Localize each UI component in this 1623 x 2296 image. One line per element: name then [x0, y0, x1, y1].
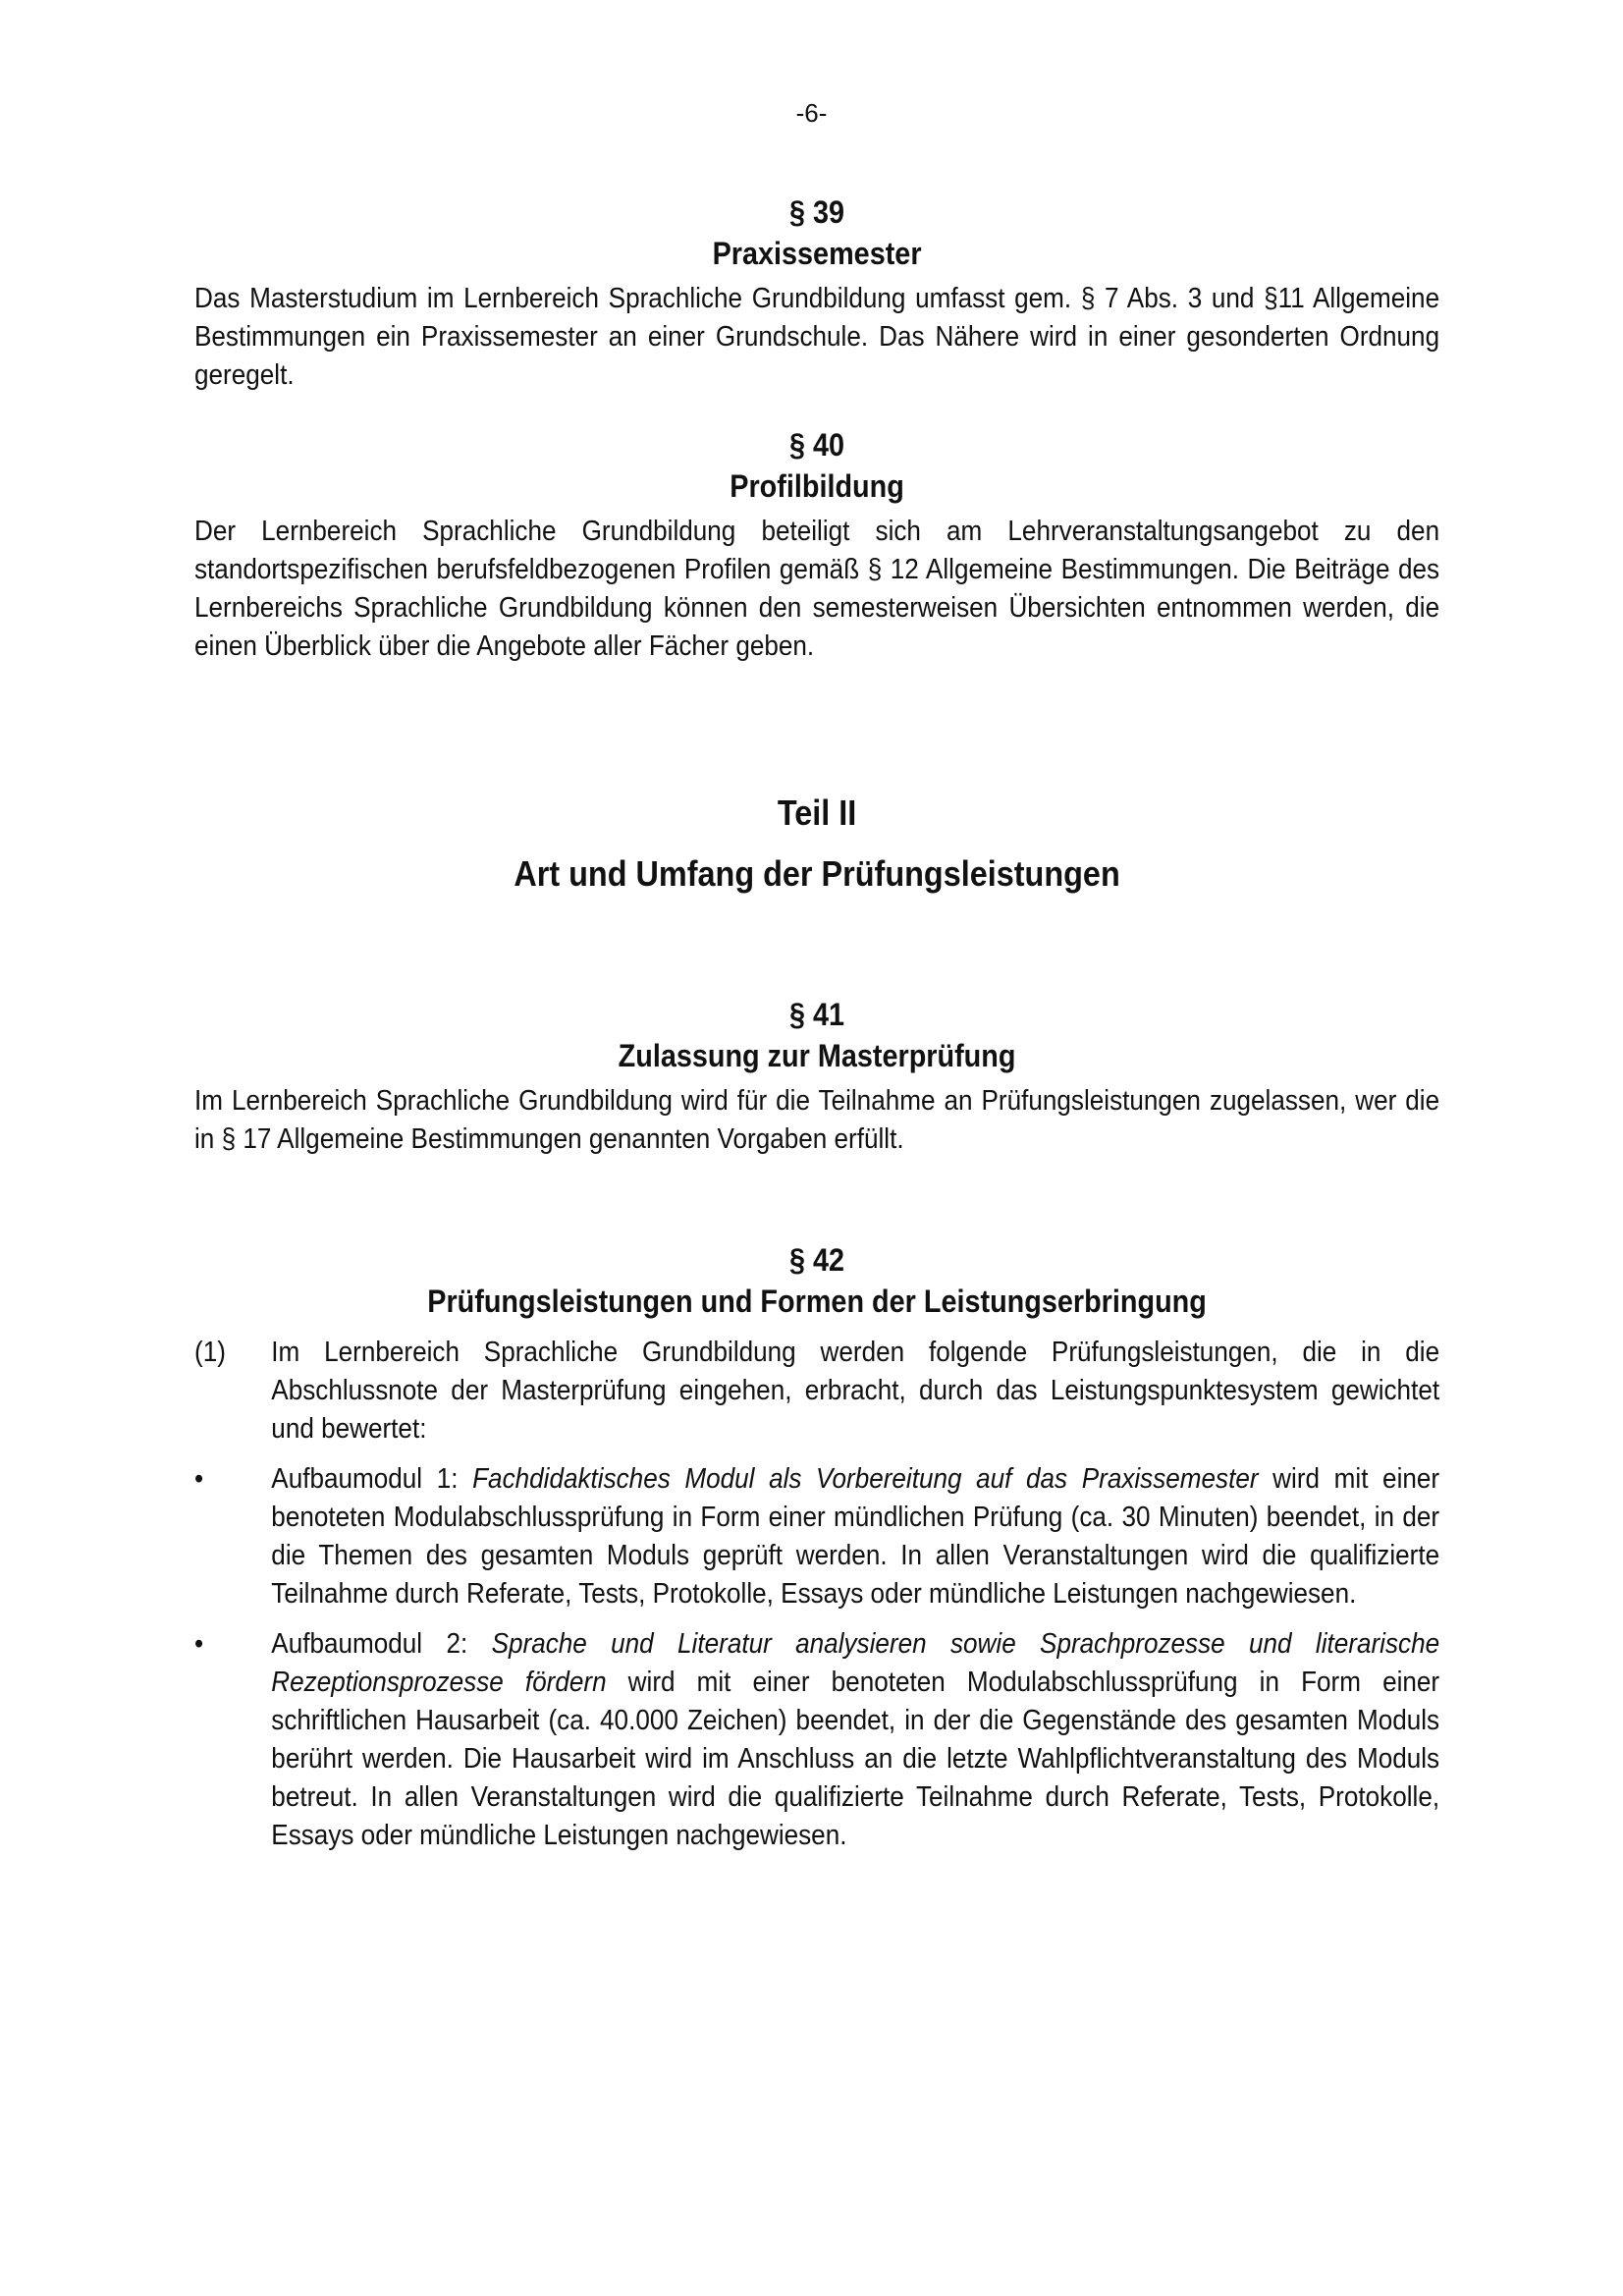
section-39-text: Das Masterstudium im Lernbereich Sprachliche Grundbildung umfasst gem. § 7 Abs. 3 und §11 Allgemeine Bestimmungen ein Praxissemester an einer Grundschule. Das Nähere wird in einer gesonderten Ordnung geregelt. — [194, 283, 1440, 391]
section-42 — [194, 1239, 1439, 1855]
document-body — [194, 191, 1439, 1855]
bullet-2-module-title: Sprache und Literatur analysieren sowie Sprachprozesse und literarische Rezeptionsprozesse fördern — [271, 1628, 1440, 1698]
bullet-1-prefix: Aufbaumodul 1: — [271, 1463, 473, 1495]
part-2-title: Art und Umfang der Prüfungsleistungen — [514, 853, 1120, 894]
section-41-text: Im Lernbereich Sprachliche Grundbildung wird für die Teilnahme an Prüfungsleistungen zugelassen, wer die in § 17 Allgemeine Bestimmungen genannten Vorgaben erfüllt. — [194, 1085, 1440, 1155]
section-42-title: Prüfungsleistungen und Formen der Leistungserbringung — [427, 1284, 1207, 1319]
section-42-bullet-2 — [194, 1625, 1439, 1855]
section-39 — [194, 191, 1439, 395]
section-42-bullet-1 — [194, 1460, 1439, 1613]
section-40-number: § 40 — [789, 427, 845, 463]
section-41-number: § 41 — [789, 997, 845, 1032]
bullet-2-prefix: Aufbaumodul 2: — [271, 1628, 492, 1660]
part-2-heading — [194, 792, 1439, 896]
section-40-title: Profilbildung — [730, 468, 904, 504]
item-1-text: Im Lernbereich Sprachliche Grundbildung werden folgende Prüfungsleistungen, die in die Abschlussnote der Masterprüfung eingehen, erbracht, durch das Leistungspunktesystem gewichtet und bewertet: — [271, 1337, 1440, 1445]
bullet-1-marker: • — [194, 1463, 204, 1495]
bullet-1-module-title: Fachdidaktisches Modul als Vorbereitung auf das Praxissemester — [472, 1463, 1259, 1495]
bullet-2-rest: wird mit einer benoteten Modulabschlussprüfung in Form einer schriftlichen Hausarbeit (ca. 40.000 Zeichen) beendet, in der die Gegenstände des gesamten Moduls berührt werden. Die Hausarbeit wird im Anschluss an die letzte Wahlpflichtveranstaltung des Moduls betreut. In allen Veranstaltungen wird die qualifizierte Teilnahme durch Referate, Tests, Protokolle, Essays oder mündliche Leistungen nachgewiesen. — [271, 1667, 1440, 1851]
item-1-marker: (1) — [194, 1337, 226, 1368]
bullet-2-marker: • — [194, 1628, 204, 1660]
bullet-2-text — [271, 1625, 1439, 1855]
section-39-number: § 39 — [789, 194, 845, 230]
section-39-title: Praxissemester — [712, 236, 922, 271]
part-2-label: Teil II — [777, 793, 857, 833]
section-40 — [194, 424, 1439, 666]
bullet-1-text — [271, 1460, 1439, 1613]
section-40-text: Der Lernbereich Sprachliche Grundbildung beteiligt sich am Lehrveranstaltungsangebot zu den standortspezifischen berufsfeldbezogenen Profilen gemäß § 12 Allgemeine Bestimmungen. Die Beiträge des Lernbereichs Sprachliche Grundbildung können den semesterweisen Übersichten entnommen werden, die einen Überblick über die Angebote aller Fächer geben. — [194, 516, 1440, 662]
section-41 — [194, 994, 1439, 1159]
section-42-number: § 42 — [789, 1242, 845, 1278]
section-41-title: Zulassung zur Masterprüfung — [618, 1038, 1016, 1073]
section-42-item-1 — [194, 1334, 1439, 1449]
bullet-1-rest: wird mit einer benoteten Modulabschlussprüfung in Form einer mündlichen Prüfung (ca. 30 Minuten) beendet, in der die Themen des gesamten Moduls geprüft werden. In allen Veranstaltungen wird die qualifizierte Teilnahme durch Referate, Tests, Protokolle, Essays oder mündliche Leistungen nachgewiesen. — [271, 1463, 1440, 1610]
page-number: -6- — [795, 98, 828, 128]
